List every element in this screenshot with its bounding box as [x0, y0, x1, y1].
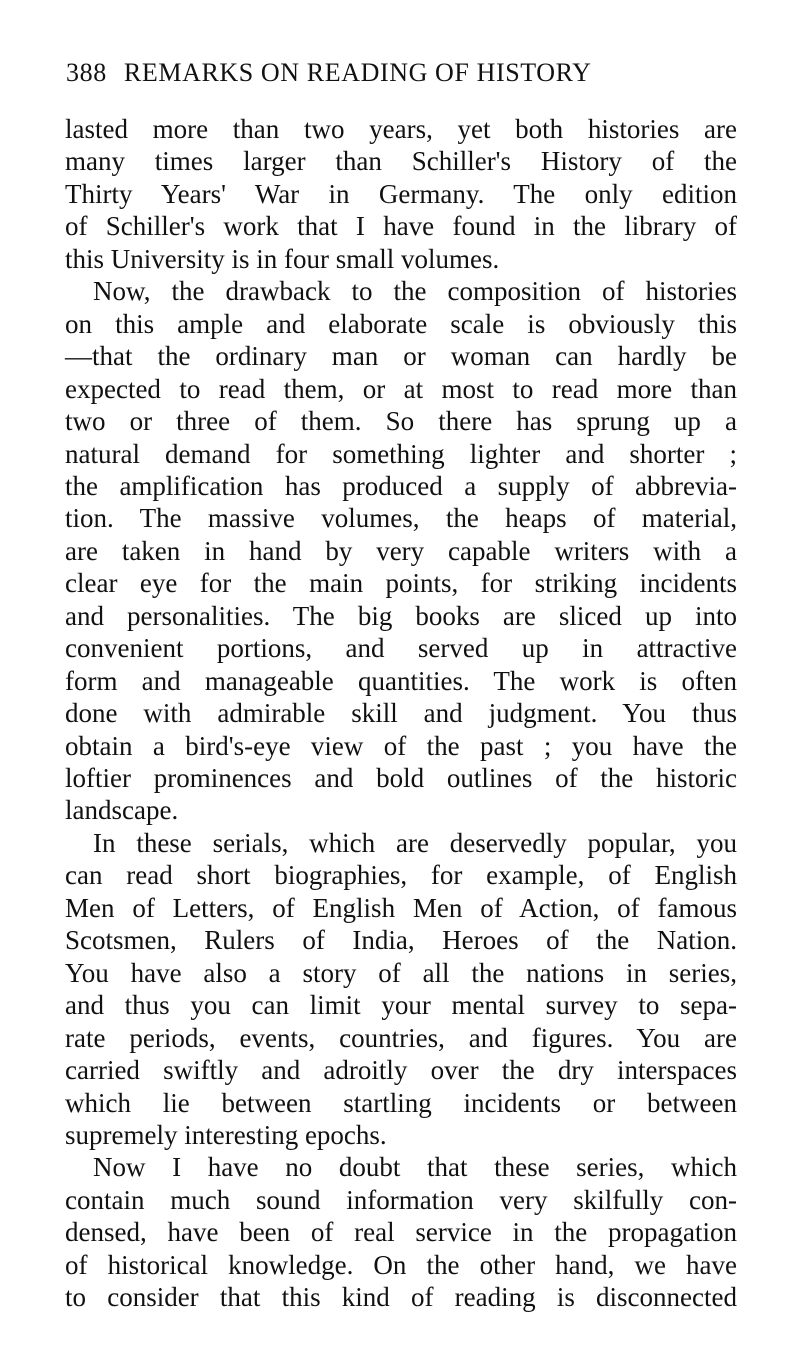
text-line: the amplification has produced a supply of abbrevia-	[65, 470, 737, 501]
text-line: Thirty Years' War in Germany. The only edition	[65, 178, 737, 209]
text-line: on this ample and elaborate scale is obviously this	[65, 308, 737, 339]
text-line: and thus you can limit your mental survey to sepa-	[65, 990, 737, 1021]
text-line: Scotsmen, Rulers of India, Heroes of the Nation.	[65, 925, 737, 956]
text-line: Men of Letters, of English Men of Action, of famous	[65, 892, 737, 923]
text-line: obtain a bird's-eye view of the past ; you have the	[65, 730, 737, 761]
text-line: You have also a story of all the nations in series,	[65, 957, 737, 988]
text-line: many times larger than Schiller's History of the	[65, 146, 737, 177]
text-line: clear eye for the main points, for striking incidents	[65, 568, 737, 599]
text-line: convenient portions, and served up in attractive	[65, 633, 737, 664]
text-line: of Schiller's work that I have found in the library of	[65, 211, 737, 242]
text-line: of historical knowledge. On the other hand, we have	[65, 1249, 737, 1280]
text-line: tion. The massive volumes, the heaps of material,	[65, 503, 737, 534]
text-line: Now I have no doubt that these series, which	[93, 1152, 737, 1183]
text-line: supremely interesting epochs.	[65, 1119, 387, 1150]
text-line: form and manageable quantities. The work is often	[65, 665, 737, 696]
text-line: loftier prominences and bold outlines of the historic	[65, 763, 737, 793]
text-line: and personalities. The big books are sliced up into	[65, 600, 737, 631]
running-title: REMARKS ON READING OF HISTORY	[123, 58, 592, 87]
text-line: densed, have been of real service in the propagation	[65, 1217, 737, 1248]
text-line: lasted more than two years, yet both histories are	[65, 114, 737, 144]
text-line: can read short biographies, for example, of English	[65, 860, 737, 891]
text-line: landscape.	[65, 795, 179, 826]
text-line: rate periods, events, countries, and figures. You are	[65, 1022, 737, 1053]
text-line: contain much sound information very skilfully con-	[65, 1184, 737, 1215]
page-number: 388	[66, 58, 107, 87]
text-line: two or three of them. So there has sprung up a	[65, 406, 737, 437]
text-line: —that the ordinary man or woman can hardly be	[65, 341, 737, 372]
text-line: expected to read them, or at most to read more than	[65, 373, 737, 404]
text-line: Now, the drawback to the composition of histories	[93, 276, 737, 307]
running-header	[66, 58, 592, 88]
text-line: this University is in four small volumes.	[65, 243, 500, 274]
text-line: done with admirable skill and judgment. You thus	[65, 698, 737, 729]
text-line: In these serials, which are deservedly popular, you	[93, 827, 737, 858]
text-line: are taken in hand by very capable writers with a	[65, 535, 737, 566]
text-line: carried swiftly and adroitly over the dry interspaces	[65, 1055, 737, 1086]
text-line: natural demand for something lighter and shorter ;	[65, 438, 737, 469]
text-line: which lie between startling incidents or between	[65, 1087, 737, 1118]
text-line: to consider that this kind of reading is disconnected	[65, 1282, 737, 1313]
